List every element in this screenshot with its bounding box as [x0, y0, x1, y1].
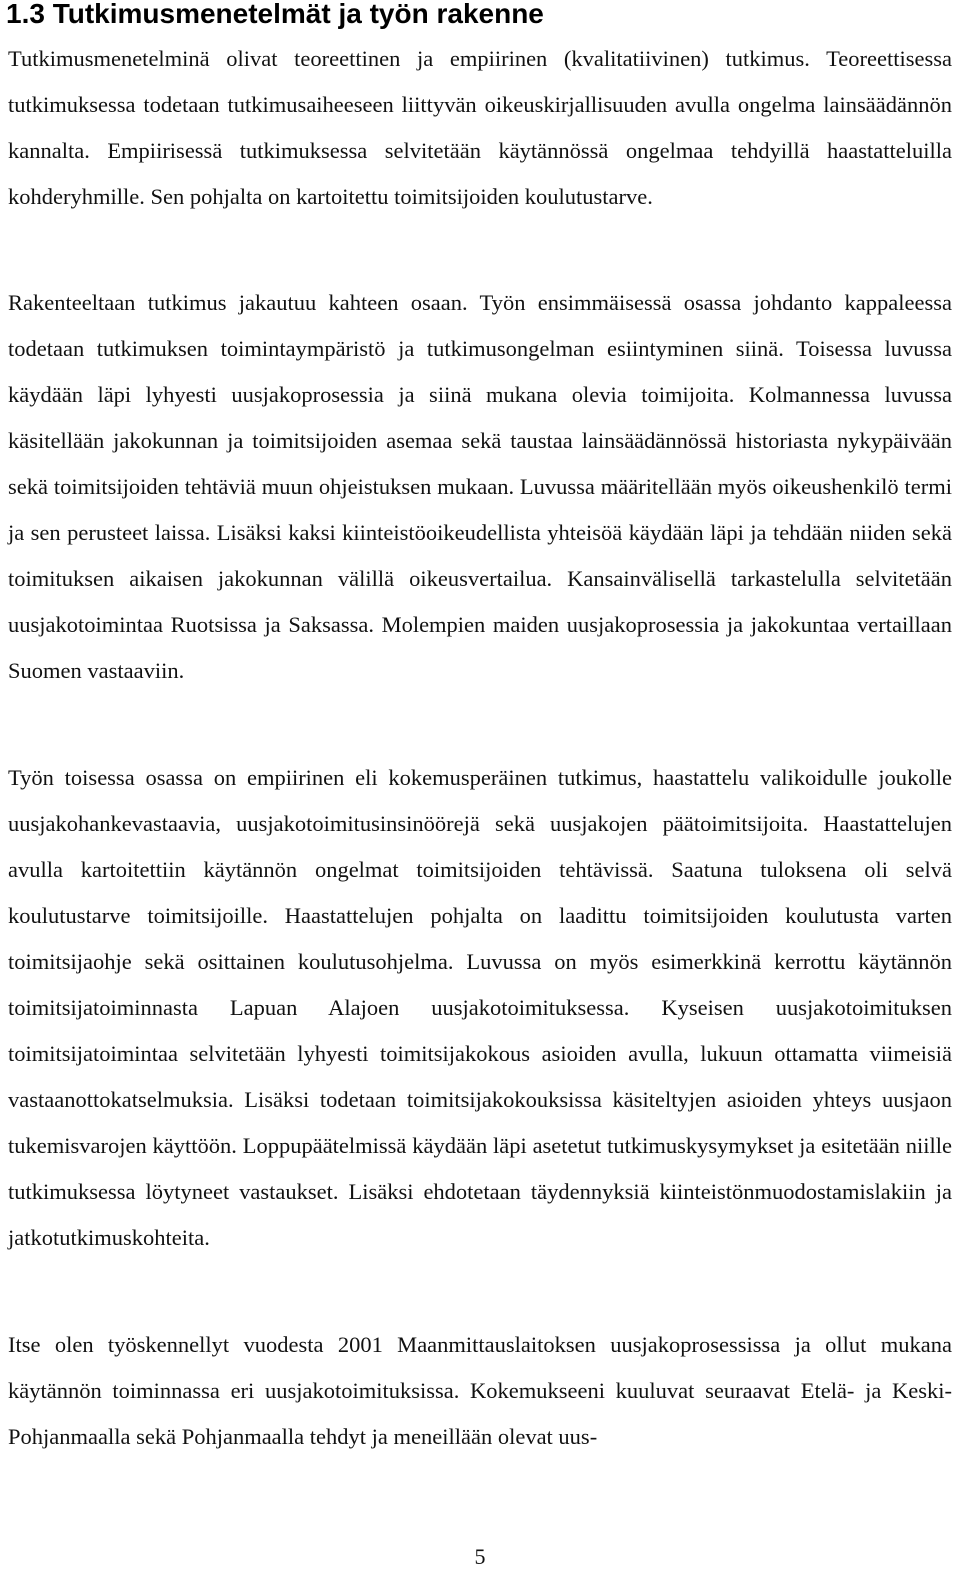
section-heading: 1.3 Tutkimusmenetelmät ja työn rakenne [6, 0, 544, 29]
paragraph-empirical-part: Työn toisessa osassa on empiirinen eli kokemusperäinen tutkimus, haastattelu valikoidulle joukolle uusjakohankevastaavia, uusjakotoimitusinsinöörejä sekä uusjakojen päätoimitsijoita. Haastattelujen avulla kartoitettiin käytännön ongelmat toimitsijoiden tehtävissä. Saatuna tuloksena oli selvä koulutustarve toimitsijoille. Haastattelujen pohjalta on laadittu toimitsijoiden koulutusta varten toimitsijaohje sekä osittainen koulutusohjelma. Luvussa on myös esimerkkinä kerrottu käytännön toimitsijatoiminnasta Lapuan Alajoen uusjakotoimituksessa. Kyseisen uusjakotoimituksen toimitsijatoimintaa selvitetään lyhyesti toimitsijakokous asioiden avulla, lukuun ottamatta viimeisiä vastaanottokatselmuksia. Lisäksi todetaan toimitsijakokouksissa käsiteltyjen asioiden yhteys uusjaon tukemisvarojen käyttöön. Loppupäätelmissä käydään läpi asetetut tutkimuskysymykset ja esitetään niille tutkimuksessa löytyneet vastaukset. Lisäksi ehdotetaan täydennyksiä kiinteistönmuodostamislakiin ja jatkotutkimuskohteita. [8, 765, 952, 1250]
paragraph-author-background: Itse olen työskennellyt vuodesta 2001 Maanmittauslaitoksen uusjakoprosessissa ja ollut mukana käytännön toiminnassa eri uusjakotoimituksissa. Kokemukseeni kuuluvat seuraavat Etelä- ja Keski-Pohjanmaalla sekä Pohjanmaalla tehdyt ja meneillään olevat uus- [8, 1332, 952, 1449]
paragraph-research-methods: Tutkimusmenetelminä olivat teoreettinen ja empiirinen (kvalitatiivinen) tutkimus. Teoreettisessa tutkimuksessa todetaan tutkimusaiheeseen liittyvän oikeuskirjallisuuden avulla ongelma lainsäädännön kannalta. Empiirisessä tutkimuksessa selvitetään käytännössä ongelmaa tehdyillä haastatteluilla kohderyhmille. Sen pohjalta on kartoitettu toimitsijoiden koulutustarve. [8, 46, 952, 209]
paragraph-structure: Rakenteeltaan tutkimus jakautuu kahteen osaan. Työn ensimmäisessä osassa johdanto kappaleessa todetaan tutkimuksen toimintaympäristö ja tutkimusongelman esiintyminen siinä. Toisessa luvussa käydään läpi lyhyesti uusjakoprosessia ja siinä mukana olevia toimijoita. Kolmannessa luvussa käsitellään jakokunnan ja toimitsijoiden asemaa sekä taustaa lainsäädännössä historiasta nykypäivään sekä toimitsijoiden tehtäviä muun ohjeistuksen mukaan. Luvussa määritellään myös oikeushenkilö termi ja sen perusteet laissa. Lisäksi kaksi kiinteistöoikeudellista yhteisöä käydään läpi ja tehdään niiden sekä toimituksen aikaisen jakokunnan välillä oikeusvertailua. Kansainvälisellä tarkastelulla selvitetään uusjakotoimintaa Ruotsissa ja Saksassa. Molempien maiden uusjakoprosessia ja jakokuntaa vertaillaan Suomen vastaaviin. [8, 290, 952, 683]
page-number: 5 [474, 1544, 486, 1569]
